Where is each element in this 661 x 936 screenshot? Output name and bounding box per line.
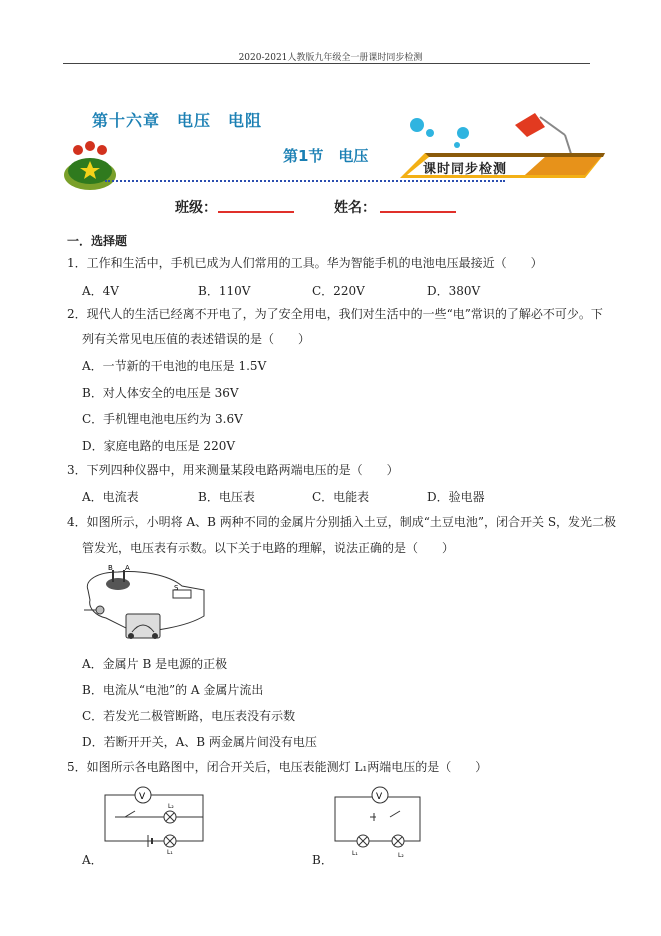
question-text: 工作和生活中，手机已成为人们常用的工具。华为智能手机的电池电压最接近（ ） [86, 256, 543, 270]
q1-option-b[interactable]: B．110V [198, 284, 251, 298]
q3-option-a[interactable]: A．电流表 [82, 490, 139, 504]
q4-option-a[interactable]: A．金属片 B 是电源的正极 [82, 657, 228, 671]
q2-option-d[interactable]: D．家庭电路的电压是 220V [82, 439, 236, 453]
question-3 [67, 462, 399, 478]
name-label: 姓名： [334, 200, 376, 216]
q2-option-c[interactable]: C．手机锂电池电压约为 3.6V [82, 412, 243, 426]
question-2 [67, 306, 603, 322]
q1-option-c[interactable]: C．220V [312, 284, 365, 298]
q4-option-b[interactable]: B．电流从“电池”的 A 金属片流出 [82, 683, 264, 697]
question-text: 下列四种仪器中，用来测量某段电路两端电压的是（ ） [86, 463, 399, 477]
page-header: 2020-2021人教版九年级全一册课时同步检测 [238, 53, 423, 63]
chapter-title: 第十六章 电压 电阻 [92, 111, 263, 130]
label-s: S [174, 584, 179, 592]
q4-option-d[interactable]: D．若断开开关，A、B 两金属片间没有电压 [82, 735, 317, 749]
class-blank[interactable] [218, 211, 294, 213]
question-4 [67, 514, 616, 530]
question-1 [67, 255, 543, 271]
q1-option-d[interactable]: D．380V [427, 284, 481, 298]
question-text-line1: 如图所示，小明将 A、B 两种不同的金属片分别插入土豆，制成“土豆电池”，闭合开关 S，发光二极 [86, 515, 617, 529]
q3-option-c[interactable]: C．电能表 [312, 490, 370, 504]
label-a: A [125, 564, 130, 572]
section-heading: 一．选择题 [67, 234, 128, 248]
circuit-a-diagram [100, 785, 210, 855]
question-5 [67, 759, 487, 775]
voltmeter-label: V [376, 792, 383, 802]
circuit-b-diagram [330, 785, 430, 860]
lamp-label: L₁ [167, 849, 173, 855]
question-number: 3． [67, 463, 87, 477]
section-title: 第1节 电压 [283, 147, 369, 165]
question-number: 4． [67, 515, 87, 529]
lamp-label: L₂ [398, 852, 404, 859]
q4-option-c[interactable]: C．若发光二极管断路，电压表没有示数 [82, 709, 296, 723]
label-b: B [108, 564, 113, 572]
name-blank[interactable] [380, 211, 456, 213]
class-label: 班级： [175, 200, 217, 216]
voltmeter-label: V [139, 792, 146, 802]
question-4-line2: 管发光，电压表有示数。以下关于电路的理解，说法正确的是（ ） [82, 541, 455, 555]
question-number: 5． [67, 760, 87, 774]
badge-label: 课时同步检测 [423, 162, 508, 177]
lamp-label: L₂ [168, 803, 174, 810]
potato-battery-figure [78, 560, 213, 642]
q3-option-d[interactable]: D．验电器 [427, 490, 485, 504]
q1-option-a[interactable]: A．4V [82, 284, 119, 298]
lamp-label: L₁ [352, 850, 358, 857]
q5-option-b[interactable]: B． [312, 853, 333, 867]
question-2-line2: 列有关常见电压值的表述错误的是（ ） [82, 332, 311, 346]
header-rule [63, 63, 590, 64]
question-text: 如图所示各电路图中，闭合开关后，电压表能测灯 L₁两端电压的是（ ） [86, 760, 488, 774]
q2-option-b[interactable]: B．对人体安全的电压是 36V [82, 386, 239, 400]
question-text-line1: 现代人的生活已经离不开电了，为了安全用电，我们对生活中的一些“电”常识的了解必不可少。下 [86, 307, 603, 321]
q5-option-a[interactable]: A． [82, 853, 103, 867]
question-number: 1． [67, 256, 87, 270]
q3-option-b[interactable]: B．电压表 [198, 490, 255, 504]
question-number: 2． [67, 307, 87, 321]
q2-option-a[interactable]: A．一节新的干电池的电压是 1.5V [82, 359, 267, 373]
